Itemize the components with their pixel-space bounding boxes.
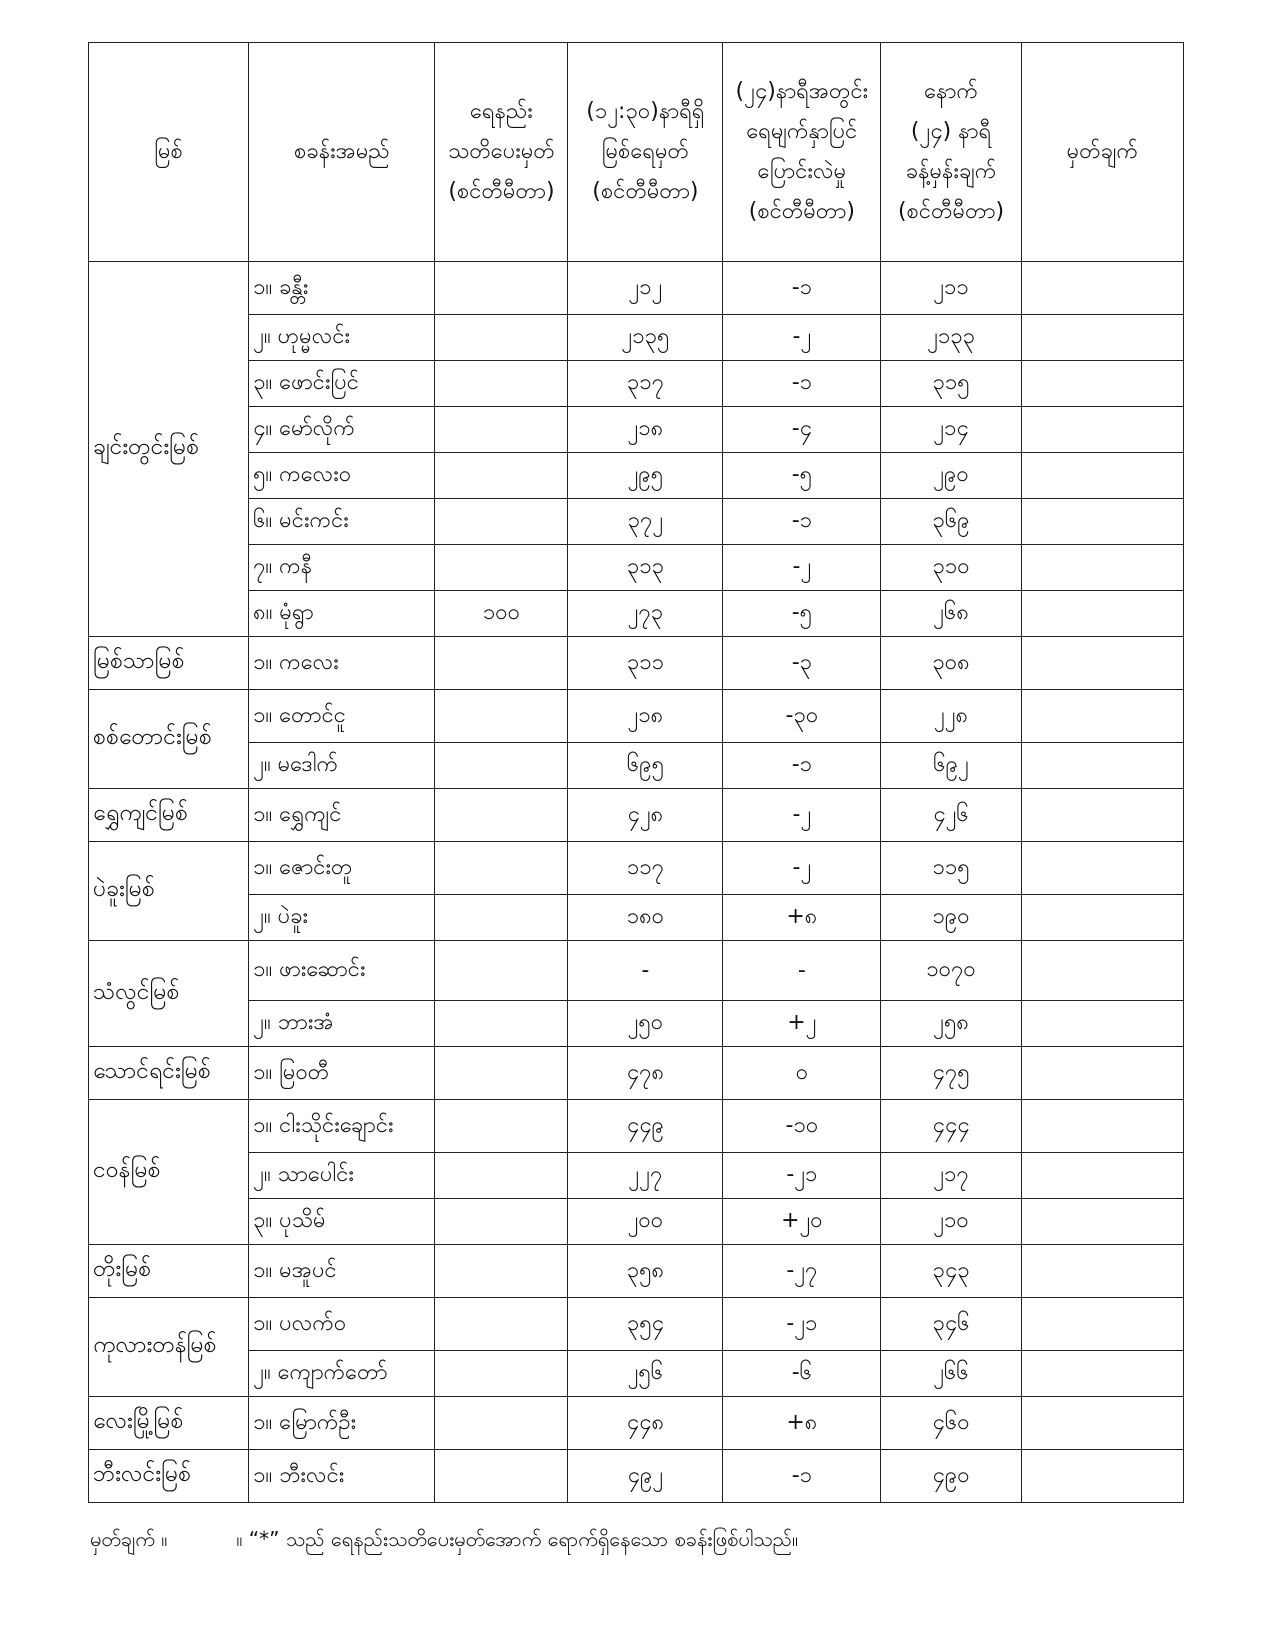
remark-cell	[1021, 1450, 1183, 1503]
remark-cell	[1021, 743, 1183, 789]
forecast-level: ၂၅၈	[881, 1001, 1021, 1047]
warning-level	[435, 1351, 568, 1397]
river-name: တိုးမြစ်	[89, 1245, 249, 1298]
station-name: ၁။ ကလေး	[249, 637, 435, 690]
remark-cell	[1021, 591, 1183, 637]
level-change: -၂၁	[723, 1298, 881, 1351]
remark-cell	[1021, 1100, 1183, 1153]
table-row	[89, 1298, 1184, 1351]
station-name: ၂။ ဘားအံ	[249, 1001, 435, 1047]
warning-level	[435, 941, 568, 1001]
current-level: ၃၁၃	[568, 545, 723, 591]
warning-level	[435, 1001, 568, 1047]
forecast-level: ၂၁၃၃	[881, 315, 1021, 361]
forecast-level: ၂၉၀	[881, 453, 1021, 499]
forecast-level: ၂၆၈	[881, 591, 1021, 637]
current-level: ၃၇၂	[568, 499, 723, 545]
remark-cell	[1021, 1397, 1183, 1450]
level-change: -၆	[723, 1351, 881, 1397]
level-change: -၁	[723, 499, 881, 545]
current-level: ၂၁၈	[568, 690, 723, 743]
warning-level	[435, 1245, 568, 1298]
level-change: -၁	[723, 1450, 881, 1503]
forecast-level: ၃၁၅	[881, 361, 1021, 407]
current-level: ၂၁၈	[568, 407, 723, 453]
warning-level	[435, 842, 568, 895]
station-name: ၁။ ဇောင်းတူ	[249, 842, 435, 895]
river-name: လေးမြို့မြစ်	[89, 1397, 249, 1450]
current-level: ၂၇၃	[568, 591, 723, 637]
header-24h-change: (၂၄)နာရီအတွင်း ရေမျက်နှာပြင် ပြောင်းလဲမှု (စင်တီမီတာ)	[723, 43, 881, 262]
level-change: -၂၇	[723, 1245, 881, 1298]
remark-cell	[1021, 789, 1183, 842]
station-name: ၁။ ဘီးလင်း	[249, 1450, 435, 1503]
level-change: -	[723, 941, 881, 1001]
remark-cell	[1021, 545, 1183, 591]
station-name: ၁။ တောင်ငူ	[249, 690, 435, 743]
current-level: ၂၅၀	[568, 1001, 723, 1047]
table-row	[89, 262, 1184, 315]
level-change: -၅	[723, 591, 881, 637]
station-name: ၁။ မြောက်ဦး	[249, 1397, 435, 1450]
river-name: ပဲခူးမြစ်	[89, 842, 249, 941]
table-row	[89, 842, 1184, 895]
current-level: ၃၅၈	[568, 1245, 723, 1298]
level-change: -၁	[723, 262, 881, 315]
current-level: ၆၉၅	[568, 743, 723, 789]
current-level: ၁၁၇	[568, 842, 723, 895]
remark-cell	[1021, 1199, 1183, 1245]
level-change: +၈	[723, 895, 881, 941]
warning-level	[435, 1298, 568, 1351]
remark-cell	[1021, 637, 1183, 690]
level-change: -၄	[723, 407, 881, 453]
warning-level	[435, 1450, 568, 1503]
level-change: +၂၀	[723, 1199, 881, 1245]
table-row	[89, 690, 1184, 743]
river-name: ရွှေကျင်မြစ်	[89, 789, 249, 842]
level-change: -၂	[723, 789, 881, 842]
current-level: ၃၁၇	[568, 361, 723, 407]
table-row	[89, 1153, 1184, 1199]
table-row	[89, 1199, 1184, 1245]
current-level: ၄၄၉	[568, 1100, 723, 1153]
warning-level	[435, 1397, 568, 1450]
current-level: ၃၁၁	[568, 637, 723, 690]
warning-level	[435, 1100, 568, 1153]
station-name: ၁။ ခန္တီး	[249, 262, 435, 315]
header-forecast: နောက် (၂၄) နာရီ ခန့်မှန်းချက် (စင်တီမီတာ)	[881, 43, 1021, 262]
station-name: ၁။ ပလက်ဝ	[249, 1298, 435, 1351]
table-row	[89, 895, 1184, 941]
level-change: -၂	[723, 545, 881, 591]
table-row	[89, 1100, 1184, 1153]
river-level-table	[88, 42, 1184, 1503]
remark-cell	[1021, 895, 1183, 941]
table-row	[89, 1001, 1184, 1047]
forecast-level: ၃၆၉	[881, 499, 1021, 545]
remark-cell	[1021, 842, 1183, 895]
forecast-level: ၄၄၄	[881, 1100, 1021, 1153]
warning-level	[435, 545, 568, 591]
level-change: +၈	[723, 1397, 881, 1450]
remark-cell	[1021, 499, 1183, 545]
station-name: ၃။ ဖောင်းပြင်	[249, 361, 435, 407]
station-name: ၂။ ဟုမ္မလင်း	[249, 315, 435, 361]
table-row	[89, 591, 1184, 637]
warning-level	[435, 1153, 568, 1199]
table-row	[89, 315, 1184, 361]
station-name: ၄။ မော်လိုက်	[249, 407, 435, 453]
table-row	[89, 637, 1184, 690]
station-name: ၆။ မင်းကင်း	[249, 499, 435, 545]
level-change: -၂၁	[723, 1153, 881, 1199]
station-name: ၁။ ငါးသိုင်းချောင်း	[249, 1100, 435, 1153]
table-row	[89, 499, 1184, 545]
remark-cell	[1021, 453, 1183, 499]
level-change: -၂	[723, 315, 881, 361]
footnote	[90, 1526, 1180, 1556]
station-name: ၁။ ဖားဆောင်း	[249, 941, 435, 1001]
current-level: -	[568, 941, 723, 1001]
station-name: ၈။ မုံရွာ	[249, 591, 435, 637]
header-row	[89, 43, 1184, 262]
table-row	[89, 545, 1184, 591]
header-warning-level: ရေနည်း သတိပေးမှတ် (စင်တီမီတာ)	[435, 43, 568, 262]
header-current-level: (၁၂:၃၀)နာရီရှိ မြစ်ရေမှတ် (စင်တီမီတာ)	[568, 43, 723, 262]
current-level: ၄၄၈	[568, 1397, 723, 1450]
remark-cell	[1021, 1153, 1183, 1199]
warning-level	[435, 453, 568, 499]
forecast-level: ၁၁၅	[881, 842, 1021, 895]
current-level: ၄၇၈	[568, 1047, 723, 1100]
current-level: ၃၅၄	[568, 1298, 723, 1351]
river-name: ဘီးလင်းမြစ်	[89, 1450, 249, 1503]
warning-level: ၁၀၀	[435, 591, 568, 637]
river-name: မြစ်သာမြစ်	[89, 637, 249, 690]
table-row	[89, 1047, 1184, 1100]
forecast-level: ၃၀၈	[881, 637, 1021, 690]
forecast-level: ၁၉၀	[881, 895, 1021, 941]
table-row	[89, 407, 1184, 453]
warning-level	[435, 789, 568, 842]
river-name: ချင်းတွင်းမြစ်	[89, 262, 249, 637]
forecast-level: ၂၁၁	[881, 262, 1021, 315]
river-name: စစ်တောင်းမြစ်	[89, 690, 249, 789]
forecast-level: ၂၆၆	[881, 1351, 1021, 1397]
forecast-level: ၂၁၀	[881, 1199, 1021, 1245]
warning-level	[435, 743, 568, 789]
station-name: ၂။ သာပေါင်း	[249, 1153, 435, 1199]
current-level: ၄၉၂	[568, 1450, 723, 1503]
station-name: ၂။ ပဲခူး	[249, 895, 435, 941]
header-station: စခန်းအမည်	[249, 43, 435, 262]
remark-cell	[1021, 1047, 1183, 1100]
current-level: ၂၁၂	[568, 262, 723, 315]
current-level: ၂၁၃၅	[568, 315, 723, 361]
river-name: ငဝန်မြစ်	[89, 1100, 249, 1245]
river-name: သံလွင်မြစ်	[89, 941, 249, 1047]
header-river: မြစ်	[89, 43, 249, 262]
station-name: ၃။ ပုသိမ်	[249, 1199, 435, 1245]
level-change: -၂	[723, 842, 881, 895]
table-row	[89, 361, 1184, 407]
forecast-level: ၂၁၇	[881, 1153, 1021, 1199]
forecast-level: ၃၄၃	[881, 1245, 1021, 1298]
remark-cell	[1021, 1001, 1183, 1047]
station-name: ၂။ မဒေါက်	[249, 743, 435, 789]
remark-cell	[1021, 315, 1183, 361]
station-name: ၅။ ကလေးဝ	[249, 453, 435, 499]
table-row	[89, 941, 1184, 1001]
level-change: -၃၀	[723, 690, 881, 743]
current-level: ၂၉၅	[568, 453, 723, 499]
warning-level	[435, 895, 568, 941]
forecast-level: ၄၉၀	[881, 1450, 1021, 1503]
level-change: -၁	[723, 361, 881, 407]
forecast-level: ၃၁၀	[881, 545, 1021, 591]
station-name: ၂။ ကျောက်တော်	[249, 1351, 435, 1397]
station-name: ၁။ ရွှေကျင်	[249, 789, 435, 842]
current-level: ၂၅၆	[568, 1351, 723, 1397]
current-level: ၂၂၇	[568, 1153, 723, 1199]
level-change: -၅	[723, 453, 881, 499]
remark-cell	[1021, 407, 1183, 453]
level-change: ၀	[723, 1047, 881, 1100]
warning-level	[435, 499, 568, 545]
forecast-level: ၆၉၂	[881, 743, 1021, 789]
level-change: -၁	[723, 743, 881, 789]
footnote-text: ။ “*” သည် ရေနည်းသတိပေးမှတ်အောက် ရောက်ရှိနေသော စခန်းဖြစ်ပါသည်။	[236, 1527, 799, 1551]
station-name: ၁။ မအူပင်	[249, 1245, 435, 1298]
table-row	[89, 1351, 1184, 1397]
footnote-label: မှတ်ချက် ။	[90, 1527, 168, 1551]
warning-level	[435, 637, 568, 690]
station-name: ၁။ မြဝတီ	[249, 1047, 435, 1100]
table-row	[89, 743, 1184, 789]
remark-cell	[1021, 1245, 1183, 1298]
warning-level	[435, 407, 568, 453]
remark-cell	[1021, 1298, 1183, 1351]
warning-level	[435, 1199, 568, 1245]
river-name: ကုလားတန်မြစ်	[89, 1298, 249, 1397]
forecast-level: ၄၆၀	[881, 1397, 1021, 1450]
level-change: -၃	[723, 637, 881, 690]
header-remarks: မှတ်ချက်	[1021, 43, 1183, 262]
forecast-level: ၄၂၆	[881, 789, 1021, 842]
current-level: ၄၂၈	[568, 789, 723, 842]
warning-level	[435, 361, 568, 407]
remark-cell	[1021, 941, 1183, 1001]
warning-level	[435, 315, 568, 361]
table-row	[89, 453, 1184, 499]
level-change: -၁၀	[723, 1100, 881, 1153]
remark-cell	[1021, 1351, 1183, 1397]
warning-level	[435, 690, 568, 743]
river-name: သောင်ရင်းမြစ်	[89, 1047, 249, 1100]
forecast-level: ၁၀၇၀	[881, 941, 1021, 1001]
level-change: +၂	[723, 1001, 881, 1047]
warning-level	[435, 262, 568, 315]
forecast-level: ၃၄၆	[881, 1298, 1021, 1351]
table-row	[89, 1397, 1184, 1450]
forecast-level: ၂၂၈	[881, 690, 1021, 743]
remark-cell	[1021, 361, 1183, 407]
forecast-level: ၄၇၅	[881, 1047, 1021, 1100]
table-row	[89, 1245, 1184, 1298]
remark-cell	[1021, 690, 1183, 743]
table-row	[89, 1450, 1184, 1503]
remark-cell	[1021, 262, 1183, 315]
station-name: ၇။ ကနီ	[249, 545, 435, 591]
current-level: ၂၀၀	[568, 1199, 723, 1245]
table-row	[89, 789, 1184, 842]
current-level: ၁၈၀	[568, 895, 723, 941]
forecast-level: ၂၁၄	[881, 407, 1021, 453]
warning-level	[435, 1047, 568, 1100]
